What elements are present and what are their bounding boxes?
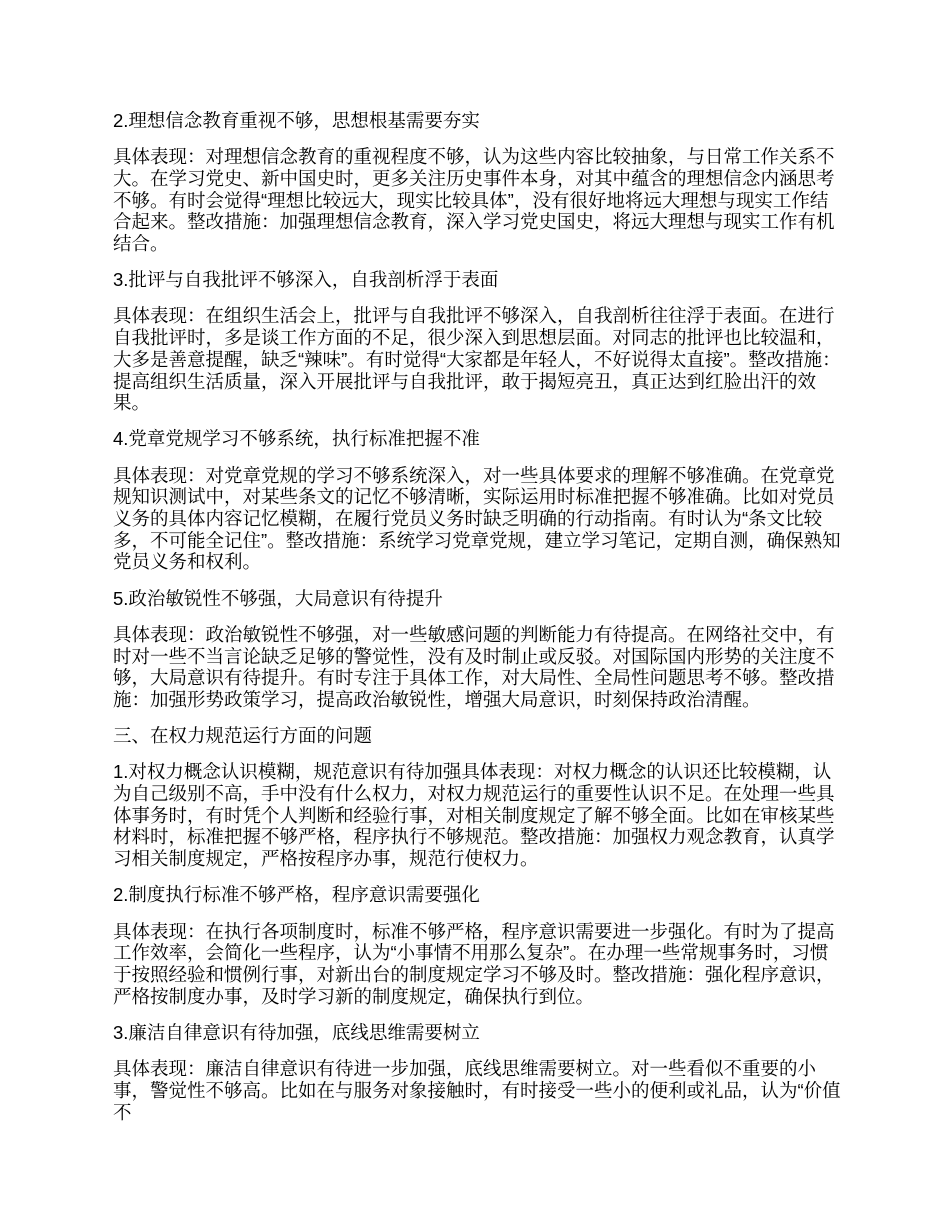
paragraph-text: 具体表现：政治敏锐性不够强，对一些敏感问题的判断能力有待提高。在网络社交中，有时对一些不当言论缺乏足够的警觉性，没有及时制止或反驳。对国际国内形势的关注度不够，大局意识有待提升。有时专注于具体工作，对大局性、全局性问题思考不够。整改措施：加强形势政策学习，提高政治敏锐性，增强大局意识，时刻保持政治清醒。 <box>113 623 835 710</box>
paragraph-text: 具体表现：在组织生活会上，批评与自我批评不够深入，自我剖析往往浮于表面。在进行自我批评时，多是谈工作方面的不足，很少深入到思想层面。对同志的批评也比较温和，大多是善意提醒，缺乏“辣味”。有时觉得“大家都是年轻人，不好说得太直接”。整改措施：提高组织生活质量，深入开展批评与自我批评，敢于揭短亮丑，真正达到红脸出汗的效果。 <box>113 305 841 414</box>
part-heading: 三、在权力规范运行方面的问题 <box>113 725 373 747</box>
section-heading: 2.制度执行标准不够严格，程序意识需要强化 <box>113 884 480 906</box>
section-heading: 3.批评与自我批评不够深入，自我剖析浮于表面 <box>113 269 499 291</box>
section-heading: 2.理想信念教育重视不够，思想根基需要夯实 <box>113 110 480 131</box>
paragraph-text: 具体表现：对党章党规的学习不够系统深入，对一些具体要求的理解不够准确。在党章党规知识测试中，对某些条文的记忆不够清晰，实际运用时标准把握不够准确。比如对党员义务的具体内容记忆模糊，在履行党员义务时缺乏明确的行动指南。有时认为“条文比较多，不可能全记住”。整改措施：系统学习党章党规，建立学习笔记，定期自测，确保熟知党员义务和权利。 <box>113 464 841 573</box>
section-heading: 4.党章党规学习不够系统，执行标准把握不准 <box>113 428 480 450</box>
paragraph-text-truncated: 具体表现：廉洁自律意识有待进一步加强，底线思维需要树立。对一些看似不重要的小事，警觉性不够高。比如在与服务对象接触时，有时接受一些小的便利或礼品，认为“价值不 <box>113 1058 841 1123</box>
paragraph-text: 1.对权力概念认识模糊，规范意识有待加强具体表现：对权力概念的认识还比较模糊，认为自己级别不高，手中没有什么权力，对权力规范运行的重要性认识不足。在处理一些具体事务时，有时凭个人判断和经验行事，对相关制度规定了解不够全面。比如在审核某些材料时，标准把握不够严格，程序执行不够规范。整改措施：加强权力观念教育，认真学习相关制度规定，严格按程序办事，规范行使权力。 <box>113 761 835 870</box>
section-heading: 3.廉洁自律意识有待加强，底线思维需要树立 <box>113 1021 480 1043</box>
paragraph-text: 具体表现：在执行各项制度时，标准不够严格，程序意识需要进一步强化。有时为了提高工作效率，会简化一些程序，认为“小事情不用那么复杂”。在办理一些常规事务时，习惯于按照经验和惯例行事，对新出台的制度规定学习不够及时。整改措施：强化程序意识，严格按制度办事，及时学习新的制度规定，确保执行到位。 <box>113 920 835 1007</box>
section-heading: 5.政治敏锐性不够强，大局意识有待提升 <box>113 587 443 609</box>
paragraph-text: 具体表现：对理想信念教育的重视程度不够，认为这些内容比较抽象，与日常工作关系不大。在学习党史、新中国史时，更多关注历史事件本身，对其中蕴含的理想信念内涵思考不够。有时会觉得“理想比较远大，现实比较具体”，没有很好地将远大理想与现实工作结合起来。整改措施：加强理想信念教育，深入学习党史国史，将远大理想与现实工作有机结合。 <box>113 146 835 255</box>
